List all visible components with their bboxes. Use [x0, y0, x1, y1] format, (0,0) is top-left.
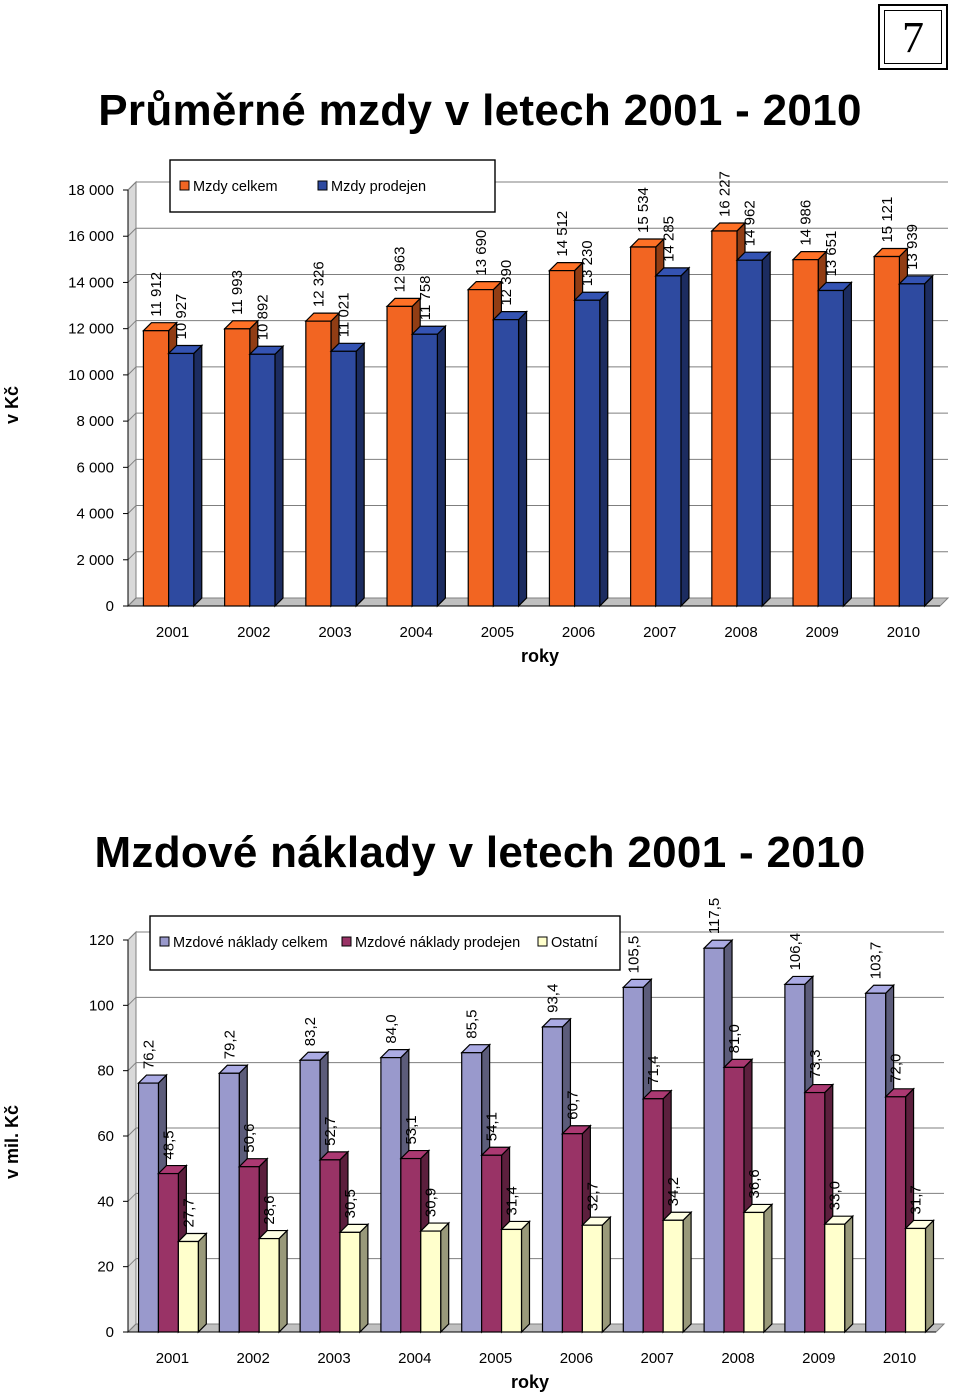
legend-label: Mzdové náklady celkem [173, 935, 328, 951]
x-axis-title: roky [520, 646, 560, 666]
data-label: 12 390 [497, 259, 515, 306]
data-label: 72,0 [887, 1053, 905, 1083]
x-tick-label: 2005 [478, 1350, 513, 1367]
data-label: 33,0 [826, 1180, 844, 1211]
data-label: 50,6 [241, 1123, 259, 1153]
data-label: 48,5 [160, 1130, 178, 1160]
legend-swatch [180, 181, 189, 190]
data-label: 36,6 [745, 1169, 763, 1199]
data-label: 71,4 [645, 1055, 663, 1085]
x-tick-label: 2008 [721, 1350, 755, 1367]
x-tick-label: 2001 [155, 624, 190, 641]
data-label: 15 121 [878, 196, 896, 243]
bar [502, 1221, 530, 1332]
data-label: 13 230 [579, 240, 597, 287]
data-label: 117,5 [706, 897, 724, 935]
y-tick-label: 2 000 [76, 551, 114, 569]
x-tick-label: 2002 [236, 1350, 270, 1367]
data-label: 10 927 [173, 293, 191, 340]
data-label: 11 758 [416, 275, 434, 321]
data-label: 105,5 [625, 935, 643, 974]
y-axis-title: v mil. Kč [2, 1104, 22, 1180]
y-tick-label: 6 000 [76, 459, 114, 477]
y-tick-label: 0 [105, 598, 114, 615]
legend-label: Mzdové náklady prodejen [355, 935, 521, 951]
data-label: 76,2 [140, 1039, 158, 1070]
x-tick-label: 2006 [559, 1350, 594, 1367]
data-label: 73,3 [806, 1049, 824, 1079]
y-tick-label: 20 [97, 1258, 114, 1276]
data-label: 53,1 [402, 1115, 420, 1145]
bar [663, 1212, 691, 1332]
x-tick-label: 2006 [561, 624, 596, 641]
bar [259, 1231, 287, 1332]
data-label: 12 963 [391, 246, 409, 293]
data-label: 93,4 [544, 983, 562, 1013]
bar [744, 1204, 772, 1332]
data-label: 14 986 [797, 199, 815, 246]
chart2-title: Mzdové náklady v letech 2001 - 2010 [94, 828, 866, 877]
page-number-box [878, 4, 948, 70]
data-label: 16 227 [716, 171, 734, 217]
y-tick-label: 0 [105, 1324, 114, 1341]
legend-swatch [160, 937, 169, 946]
data-label: 14 285 [660, 215, 678, 262]
data-label: 34,2 [665, 1177, 683, 1207]
data-label: 28,6 [261, 1195, 279, 1225]
y-axis-title: v Kč [2, 385, 22, 425]
x-tick-label: 2004 [398, 1350, 432, 1367]
y-tick-label: 18 000 [68, 182, 114, 199]
data-label: 14 512 [554, 210, 572, 257]
data-label: 31,4 [503, 1186, 521, 1216]
left-wall [128, 182, 136, 606]
chart-wage-costs [0, 880, 960, 1392]
data-label: 84,0 [382, 1014, 400, 1044]
data-label: 15 534 [635, 187, 653, 233]
legend-label: Ostatní [551, 935, 598, 951]
data-label: 103,7 [867, 941, 885, 980]
data-label: 30,9 [422, 1187, 440, 1218]
legend-swatch [318, 181, 327, 190]
data-label: 11 021 [335, 292, 353, 338]
bar [412, 326, 445, 606]
data-label: 32,7 [584, 1181, 602, 1212]
x-tick-label: 2010 [882, 1350, 917, 1367]
x-tick-label: 2007 [640, 1350, 674, 1367]
y-tick-label: 120 [88, 932, 114, 949]
chart-average-wages [0, 150, 960, 690]
data-label: 13 939 [903, 223, 921, 270]
x-tick-label: 2001 [155, 1350, 190, 1367]
y-tick-label: 8 000 [76, 413, 114, 431]
x-tick-label: 2008 [724, 624, 758, 641]
y-tick-label: 60 [97, 1128, 114, 1145]
bar [825, 1216, 853, 1332]
x-tick-label: 2005 [480, 624, 515, 641]
data-label: 13 690 [472, 229, 490, 276]
data-label: 83,2 [302, 1017, 320, 1047]
legend-swatch [538, 937, 547, 946]
data-label: 52,7 [322, 1116, 339, 1146]
y-tick-label: 12 000 [68, 320, 114, 338]
bar [178, 1234, 206, 1332]
y-tick-label: 14 000 [68, 274, 114, 292]
data-label: 106,4 [786, 932, 804, 971]
data-label: 11 993 [229, 270, 247, 315]
bar [169, 345, 202, 606]
data-label: 14 962 [741, 200, 759, 247]
x-tick-label: 2007 [643, 624, 677, 641]
x-tick-label: 2002 [237, 624, 271, 641]
y-tick-label: 40 [97, 1193, 114, 1211]
y-tick-label: 80 [97, 1062, 114, 1080]
bar [582, 1217, 610, 1332]
x-tick-label: 2003 [318, 624, 352, 641]
bar [340, 1224, 368, 1332]
bar [737, 252, 770, 606]
x-tick-label: 2010 [886, 624, 921, 641]
data-label: 54,1 [483, 1112, 501, 1142]
data-label: 10 892 [254, 294, 272, 341]
chart1-title: Průměrné mzdy v letech 2001 - 2010 [98, 86, 862, 135]
data-label: 81,0 [726, 1024, 743, 1054]
legend-label: Mzdy prodejen [331, 179, 427, 195]
bar [906, 1220, 934, 1332]
data-label: 27,7 [180, 1198, 198, 1228]
data-label: 13 651 [822, 230, 840, 277]
x-tick-label: 2009 [805, 624, 839, 641]
data-label: 79,2 [221, 1030, 239, 1060]
bar [421, 1223, 449, 1332]
bar [493, 312, 526, 606]
bar [250, 346, 283, 606]
data-label: 11 912 [148, 271, 166, 317]
data-label: 31,7 [907, 1185, 925, 1215]
bar [331, 343, 364, 606]
x-tick-label: 2003 [317, 1350, 351, 1367]
legend-label: Mzdy celkem [193, 179, 278, 195]
bar [656, 268, 689, 606]
data-label: 12 326 [310, 261, 328, 308]
data-label: 60,7 [564, 1090, 582, 1120]
bar [818, 283, 851, 606]
x-tick-label: 2009 [802, 1350, 836, 1367]
legend-swatch [342, 937, 351, 946]
data-label: 85,5 [463, 1009, 481, 1039]
bar [899, 276, 932, 606]
data-label: 30,5 [341, 1189, 359, 1219]
bar [575, 292, 608, 606]
y-tick-label: 10 000 [68, 366, 114, 384]
x-axis-title: roky [510, 1372, 550, 1392]
x-tick-label: 2004 [399, 624, 433, 641]
y-tick-label: 4 000 [76, 505, 114, 523]
y-tick-label: 100 [88, 997, 114, 1015]
page-number: 7 [884, 10, 942, 64]
y-tick-label: 16 000 [68, 228, 114, 246]
